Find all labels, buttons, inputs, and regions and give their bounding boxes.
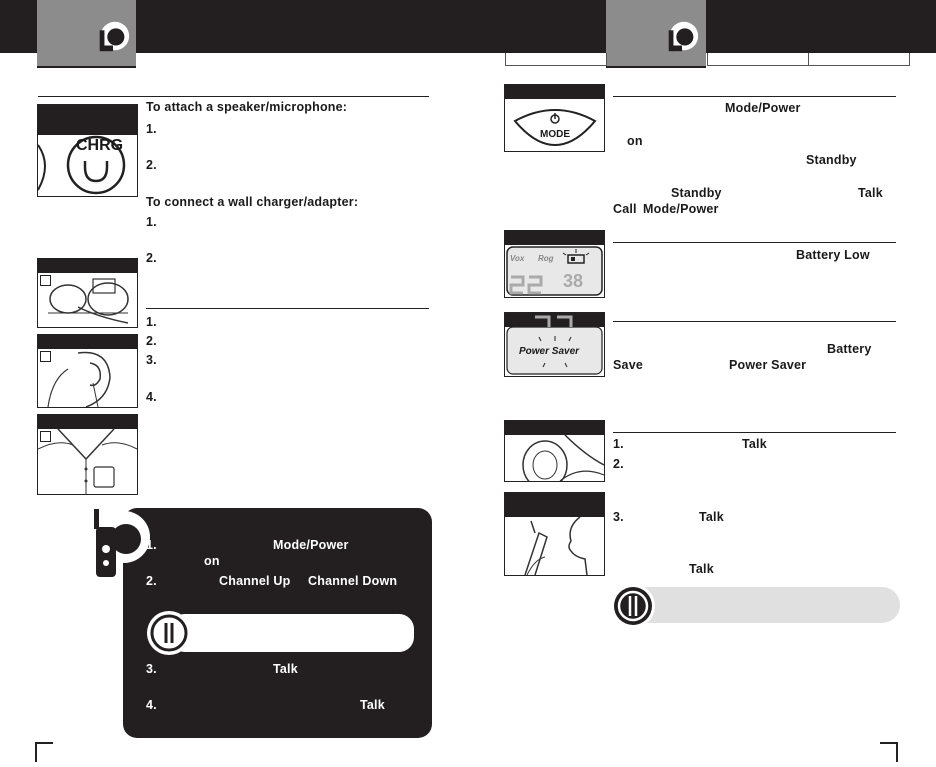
callout-note-pill [170, 614, 414, 652]
callout-step-2-num: 2. [146, 574, 157, 588]
standby-word-2: Standby [671, 186, 722, 200]
lcd-channel-digits: 38 [563, 271, 584, 291]
earpiece-step-4: 4. [146, 390, 157, 404]
right-subtab-2 [707, 53, 809, 66]
note-box [630, 587, 900, 623]
info-icon [610, 583, 656, 629]
section-divider [613, 242, 896, 243]
shirt-clip-photo [37, 414, 138, 495]
connect-step-2: 2. [146, 251, 157, 265]
attach-step-1: 1. [146, 122, 157, 136]
mode-power-key: Mode/Power [725, 101, 801, 115]
save-word: Save [613, 358, 643, 372]
call-word: Call [613, 202, 637, 216]
battery-lcd-photo [504, 230, 605, 298]
mode-on-word: on [627, 134, 643, 148]
callout-step-3-key: Talk [273, 662, 298, 676]
lcd-vox-label: Vox [510, 254, 525, 263]
right-subtab-1 [505, 53, 607, 66]
battery-low-word: Battery Low [796, 248, 870, 262]
mode-power-key-2: Mode/Power [643, 202, 719, 216]
earpiece-step-1: 1. [146, 315, 157, 329]
chrg-label: CHRG [76, 137, 124, 154]
walkie-talkie-logo-icon [663, 17, 701, 55]
section-divider [613, 432, 896, 433]
section-divider [38, 96, 429, 97]
talk-step-1-key: Talk [742, 437, 767, 451]
info-icon [146, 610, 192, 656]
connect-step-1: 1. [146, 215, 157, 229]
battery-word: Battery [827, 342, 872, 356]
section-divider [146, 308, 429, 309]
section-divider [613, 321, 896, 322]
power-saver-lcd-text: Power Saver [519, 346, 580, 357]
walkie-talkie-logo-icon [94, 17, 132, 55]
speaker-mic-photo [37, 258, 138, 328]
attach-speaker-heading: To attach a speaker/microphone: [146, 100, 348, 114]
earpiece-photo [37, 334, 138, 408]
connect-charger-heading: To connect a wall charger/adapter: [146, 195, 359, 209]
earpiece-step-3: 3. [146, 353, 157, 367]
callout-step-2-key1: Channel Up [219, 574, 291, 588]
mode-button-photo [504, 84, 605, 152]
talk-button-photo [504, 420, 605, 482]
talk-step-3-key: Talk [699, 510, 724, 524]
callout-step-1-on: on [204, 554, 220, 568]
power-saver-word: Power Saver [729, 358, 807, 372]
callout-step-4-key: Talk [360, 698, 385, 712]
callout-step-2-key2: Channel Down [308, 574, 398, 588]
page-number-right [880, 742, 898, 762]
callout-step-1-key: Mode/Power [273, 538, 349, 552]
mode-button-label: MODE [540, 129, 570, 140]
section-divider [613, 96, 896, 97]
standby-word: Standby [806, 153, 857, 167]
talk-word: Talk [858, 186, 883, 200]
lcd-rog-label: Rog [538, 254, 554, 263]
talk-step-3-num: 3. [613, 510, 624, 524]
attach-step-2: 2. [146, 158, 157, 172]
page-number-left [35, 742, 53, 762]
talk-step-4-key: Talk [689, 562, 714, 576]
earpiece-step-2: 2. [146, 334, 157, 348]
talk-step-1-num: 1. [613, 437, 624, 451]
right-subtab-3 [808, 53, 910, 66]
power-saver-lcd-photo [504, 312, 605, 377]
talking-person-photo [504, 492, 605, 576]
talk-step-2-num: 2. [613, 457, 624, 471]
charger-jack-photo [37, 104, 138, 197]
callout-step-3-num: 3. [146, 662, 157, 676]
callout-step-1-num: 1. [146, 538, 157, 552]
header-bar [0, 0, 936, 53]
callout-step-4-num: 4. [146, 698, 157, 712]
walkie-talkie-icon [90, 505, 150, 580]
